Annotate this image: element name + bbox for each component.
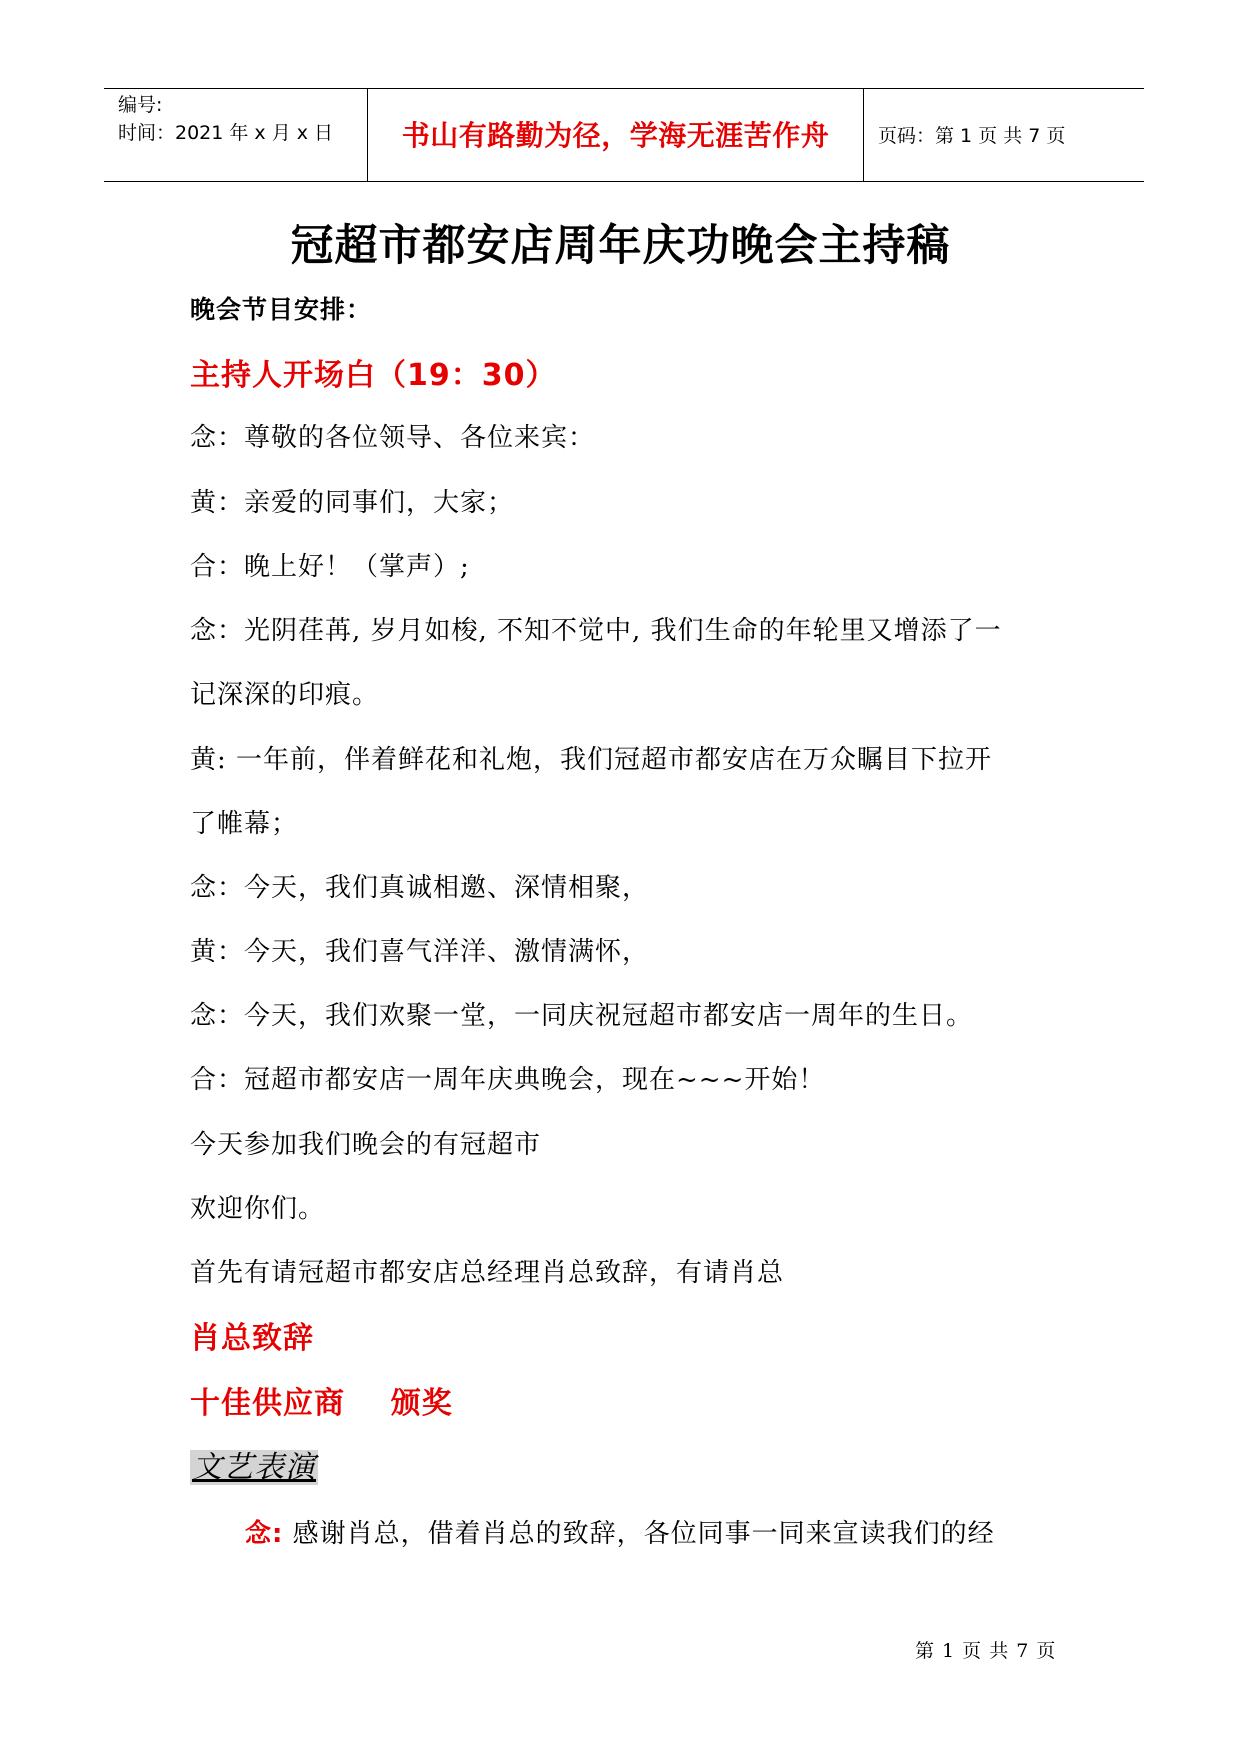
- script-line: 黄：亲爱的同事们，大家；: [190, 488, 515, 518]
- header-motto: 书山有路勤为径，学海无涯苦作舟: [368, 89, 864, 181]
- script-line-last: [245, 1513, 995, 1550]
- script-line: 念：今天，我们真诚相邀、深情相聚，: [190, 873, 650, 903]
- section-heading-performance-wrap: [190, 1442, 318, 1486]
- script-line: 了帷幕；: [190, 809, 299, 839]
- header-meta-cell: [104, 89, 368, 181]
- script-line: 首先有请冠超市都安店总经理肖总致辞，有请肖总: [190, 1258, 785, 1288]
- header-page-info: 页码：第 1 页 共 7 页: [878, 125, 1066, 147]
- script-line: 欢迎你们。: [190, 1194, 326, 1224]
- speaker-prefix: 念:: [245, 1519, 284, 1549]
- section-heading-speech: 肖总致辞: [190, 1321, 314, 1356]
- section-heading-opening: 主持人开场白（19：30）: [190, 358, 557, 393]
- script-line: 黄：今天，我们喜气洋洋、激情满怀，: [190, 937, 650, 967]
- script-line: 今天参加我们晚会的有冠超市: [190, 1130, 542, 1160]
- section-heading-award: 十佳供应商 颁奖: [190, 1386, 453, 1421]
- script-line: 合：冠超市都安店一周年庆典晚会，现在~~~开始！: [190, 1065, 826, 1095]
- script-line: 合：晚上好！（掌声）;: [190, 552, 470, 582]
- header-table: [104, 88, 1144, 182]
- program-heading: 晚会节目安排：: [190, 295, 373, 324]
- script-line-last-text: 感谢肖总，借着肖总的致辞，各位同事一同来宣读我们的经: [283, 1519, 995, 1549]
- script-line: 念：今天，我们欢聚一堂，一同庆祝冠超市都安店一周年的生日。: [190, 1001, 974, 1031]
- script-line: 念：尊敬的各位领导、各位来宾：: [190, 423, 596, 453]
- script-line: 黄: 一年前，伴着鲜花和礼炮，我们冠超市都安店在万众瞩目下拉开: [190, 745, 993, 775]
- section-heading-performance: 文艺表演: [192, 1450, 316, 1485]
- document-title: 冠超市都安店周年庆功晚会主持稿: [290, 221, 951, 271]
- time-label: 时间：2021 年 x 月 x 日: [118, 122, 334, 144]
- script-line: 念：光阴荏苒, 岁月如梭, 不知不觉中, 我们生命的年轮里又增添了一: [190, 616, 1002, 646]
- number-label: 编号:: [118, 94, 163, 116]
- script-line: 记深深的印痕。: [190, 680, 380, 710]
- page-footer: 第 1 页 共 7 页: [915, 1640, 1057, 1662]
